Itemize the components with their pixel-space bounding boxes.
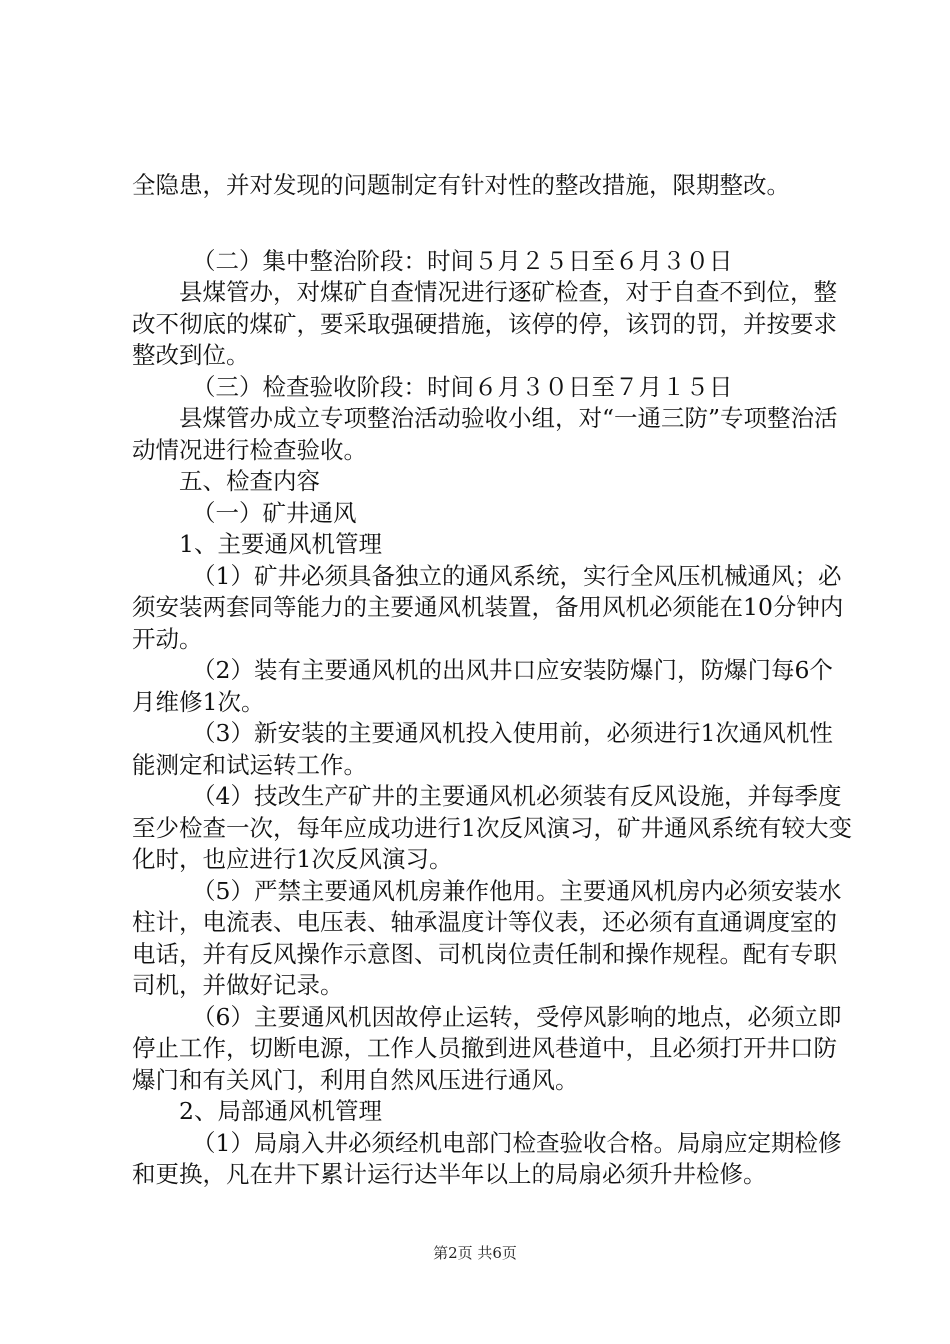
- paragraph: 全隐患，并对发现的问题制定有针对性的整改措施，限期整改。: [132, 171, 790, 199]
- paragraph: （1）矿井必须具备独立的通风系统，实行全风压机械通风；必须安装两套同等能力的主要通风机装置，备用风机必须能在10分钟内开动。: [132, 561, 844, 653]
- paragraph: （6）主要通风机因故停止运转，受停风影响的地点，必须立即停止工作，切断电源，工作人员撤到进风巷道中，且必须打开井口防爆门和有关风门，利用自然风压进行通风。: [132, 1002, 842, 1094]
- paragraph: （5）严禁主要通风机房兼作他用。主要通风机房内必须安装水柱计，电流表、电压表、轴承温度计等仪表，还必须有直通调度室的电话，并有反风操作示意图、司机岗位责任制和操作规程。配有专职司机，并做好记录。: [132, 876, 842, 999]
- paragraph: （二）集中整治阶段：时间５月２５日至６月３０日: [192, 246, 733, 275]
- paragraph: （2）装有主要通风机的出风井口应安装防爆门，防爆门每6个月维修1次。: [132, 656, 833, 716]
- paragraph: （一）矿井通风: [192, 498, 357, 527]
- paragraph: （3）新安装的主要通风机投入使用前，必须进行1次通风机性能测定和试运转工作。: [132, 719, 833, 779]
- paragraph: 1、主要通风机管理: [179, 530, 382, 558]
- paragraph: （三）检查验收阶段：时间６月３０日至７月１５日: [192, 372, 733, 401]
- paragraph: （4）技改生产矿井的主要通风机必须装有反风设施，并每季度至少检查一次，每年应成功进行1次反风演习，矿井通风系统有较大变化时，也应进行1次反风演习。: [132, 782, 852, 873]
- document-body: [132, 170, 852, 1191]
- paragraph: 2、局部通风机管理: [179, 1097, 382, 1125]
- paragraph: 县煤管办成立专项整治活动验收小组，对“一通三防”专项整治活动情况进行检查验收。: [132, 404, 838, 464]
- paragraph: （1）局扇入井必须经机电部门检查验收合格。局扇应定期检修和更换，凡在井下累计运行达半年以上的局扇必须升井检修。: [132, 1128, 842, 1188]
- page-footer: 第2页 共6页: [433, 1244, 517, 1262]
- paragraph: 五、检查内容: [179, 467, 320, 495]
- paragraph: 县煤管办，对煤矿自查情况进行逐矿检查，对于自查不到位，整改不彻底的煤矿，要采取强硬措施，该停的停，该罚的罚，并按要求整改到位。: [132, 278, 837, 369]
